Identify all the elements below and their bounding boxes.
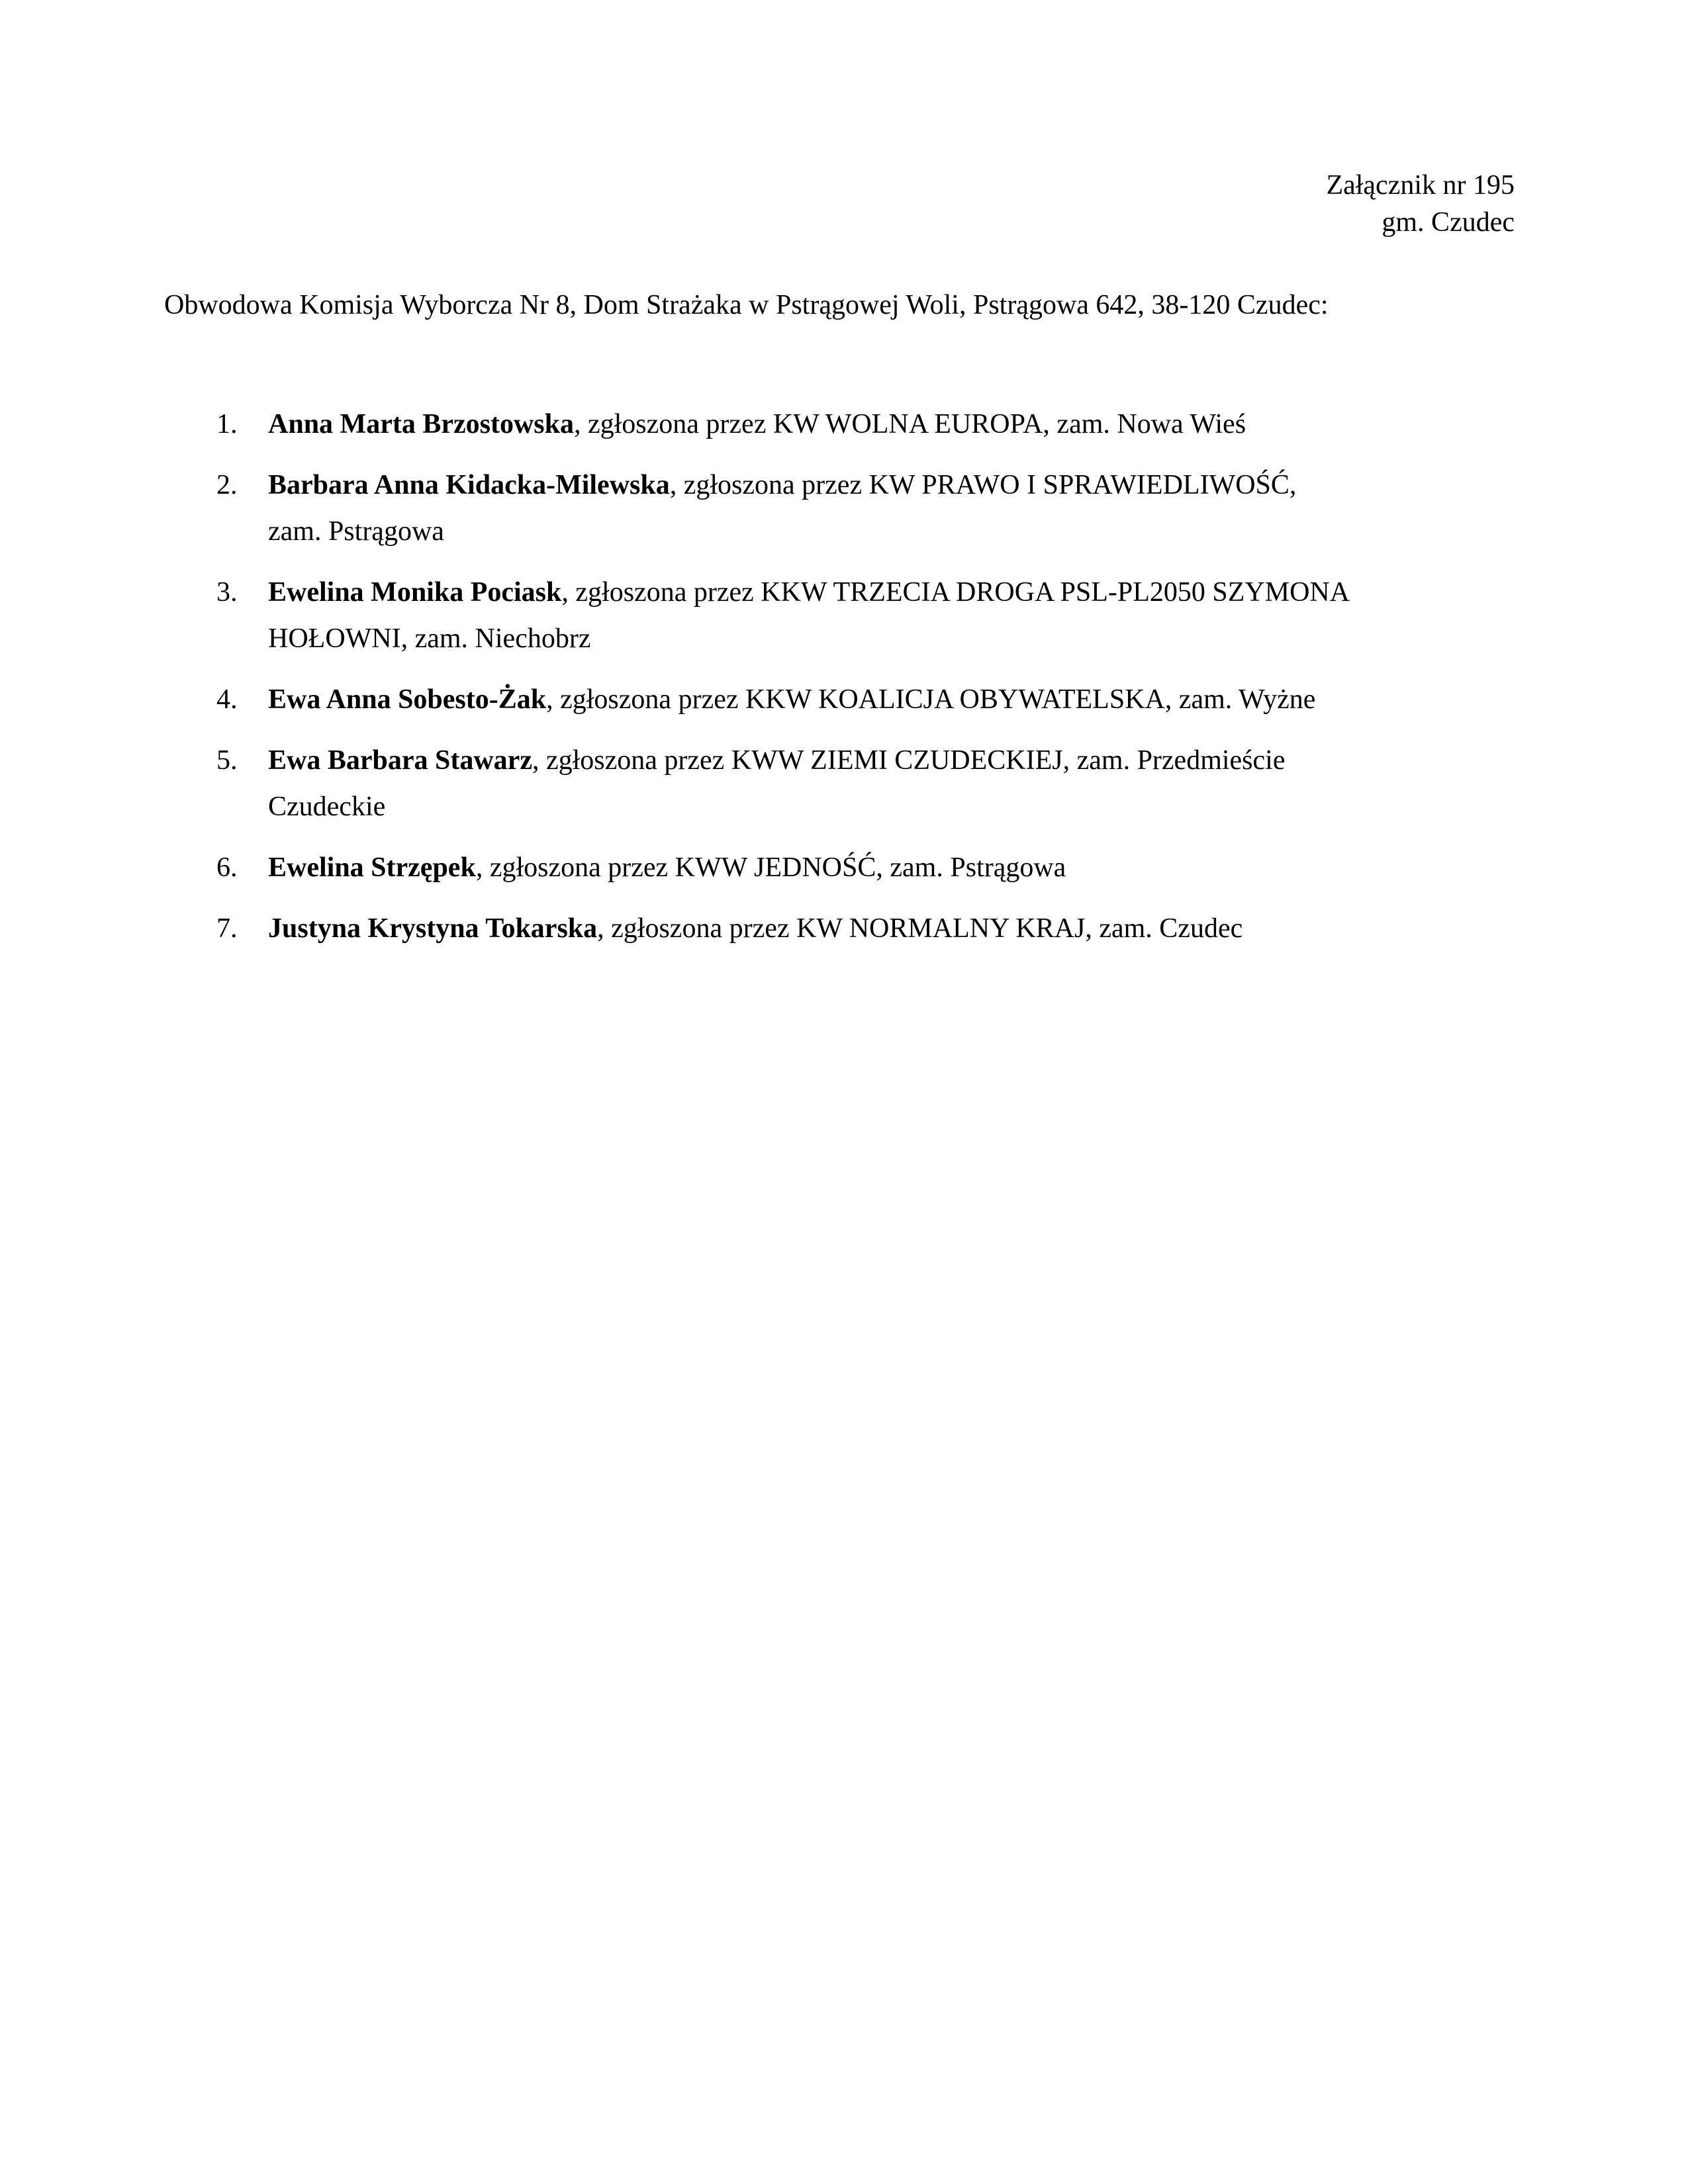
member-number: 7.: [216, 913, 238, 944]
list-item: [164, 401, 1521, 447]
member-details: , zgłoszona przez KKW KOALICJA OBYWATELSKA, zam. Wyżne: [546, 684, 1316, 715]
list-item: [164, 569, 1521, 662]
list-item: [164, 905, 1521, 952]
list-item: [164, 737, 1521, 830]
member-name: Ewelina Monika Pociask: [268, 577, 562, 608]
member-line-1: [268, 737, 1521, 784]
member-number: 5.: [216, 745, 238, 776]
member-name: Ewelina Strzępek: [268, 852, 476, 883]
annex-header: [1326, 167, 1515, 241]
member-name: Barbara Anna Kidacka-Milewska: [268, 470, 670, 500]
member-line-1: [268, 569, 1521, 615]
list-item: [164, 844, 1521, 891]
member-line-2: Czudeckie: [268, 792, 386, 822]
member-line-2: HOŁOWNI, zam. Niechobrz: [268, 623, 591, 654]
member-line-2: zam. Pstrągowa: [268, 516, 444, 547]
member-details: , zgłoszona przez KWW JEDNOŚĆ, zam. Pstrągowa: [475, 852, 1066, 883]
commission-heading: Obwodowa Komisja Wyborcza Nr 8, Dom Strażaka w Pstrągowej Woli, Pstrągowa 642, 38-120 Czudec:: [164, 290, 1329, 320]
member-name: Justyna Krystyna Tokarska: [268, 913, 598, 944]
annex-municipality: gm. Czudec: [1382, 207, 1515, 238]
member-line-1: [268, 905, 1521, 952]
member-name: Anna Marta Brzostowska: [268, 409, 574, 439]
member-number: 2.: [216, 470, 238, 500]
member-details: , zgłoszona przez KW WOLNA EUROPA, zam. Nowa Wieś: [573, 409, 1246, 439]
member-details: , zgłoszona przez KW PRAWO I SPRAWIEDLIWOŚĆ,: [669, 470, 1297, 500]
members-list: [164, 401, 1521, 966]
list-item: [164, 462, 1521, 555]
member-details: , zgłoszona przez KWW ZIEMI CZUDECKIEJ, zam. Przedmieście: [532, 745, 1286, 776]
member-line-1: [268, 462, 1521, 508]
member-line-1: [268, 844, 1521, 891]
member-number: 1.: [216, 409, 238, 439]
member-name: Ewa Anna Sobesto-Żak: [268, 684, 547, 715]
member-number: 3.: [216, 577, 238, 608]
member-line-1: [268, 401, 1521, 447]
member-line-1: [268, 676, 1521, 723]
member-details: , zgłoszona przez KKW TRZECIA DROGA PSL-PL2050 SZYMONA: [561, 577, 1350, 608]
member-details: , zgłoszona przez KW NORMALNY KRAJ, zam. Czudec: [597, 913, 1243, 944]
member-name: Ewa Barbara Stawarz: [268, 745, 532, 776]
annex-number: Załącznik nr 195: [1326, 170, 1515, 201]
member-number: 4.: [216, 684, 238, 715]
list-item: [164, 676, 1521, 723]
member-number: 6.: [216, 852, 238, 883]
